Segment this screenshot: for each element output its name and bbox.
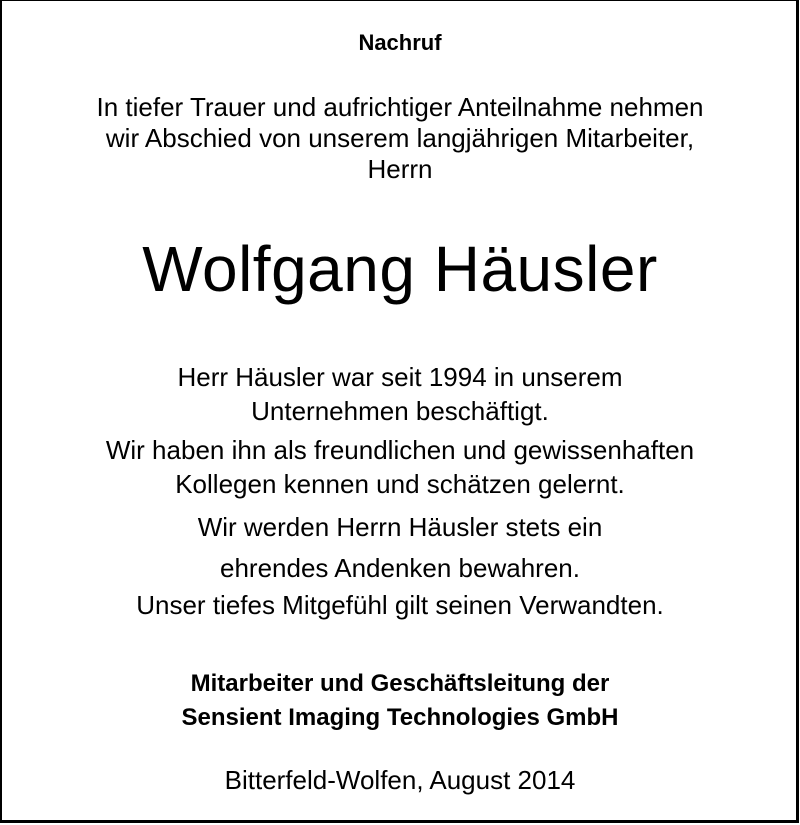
place-and-date: Bitterfeld-Wolfen, August 2014 bbox=[224, 765, 576, 795]
remembrance-line-2: ehrendes Andenken bewahren. bbox=[220, 553, 580, 583]
intro-line-3: Herrn bbox=[367, 154, 433, 184]
signature-line-2: Sensient Imaging Technologies GmbH bbox=[181, 704, 619, 731]
remembrance-line-3: Unser tiefes Mitgefühl gilt seinen Verwandten. bbox=[136, 590, 664, 620]
tribute-line-3: Wir haben ihn als freundlichen und gewissenhaften bbox=[105, 435, 695, 465]
signature-line-1: Mitarbeiter und Geschäftsleitung der bbox=[190, 670, 610, 697]
remembrance-line-1: Wir werden Herrn Häusler stets ein bbox=[197, 512, 603, 542]
tribute-line-1: Herr Häusler war seit 1994 in unserem bbox=[177, 362, 623, 392]
intro-line-1: In tiefer Trauer und aufrichtiger Anteilnahme nehmen bbox=[96, 92, 704, 122]
intro-line-2: wir Abschied von unserem langjährigen Mitarbeiter, bbox=[105, 123, 695, 153]
tribute-line-2: Unternehmen beschäftigt. bbox=[251, 396, 549, 426]
notice-heading: Nachruf bbox=[358, 30, 442, 55]
tribute-line-4: Kollegen kennen und schätzen gelernt. bbox=[175, 469, 625, 499]
deceased-name: Wolfgang Häusler bbox=[142, 233, 658, 305]
